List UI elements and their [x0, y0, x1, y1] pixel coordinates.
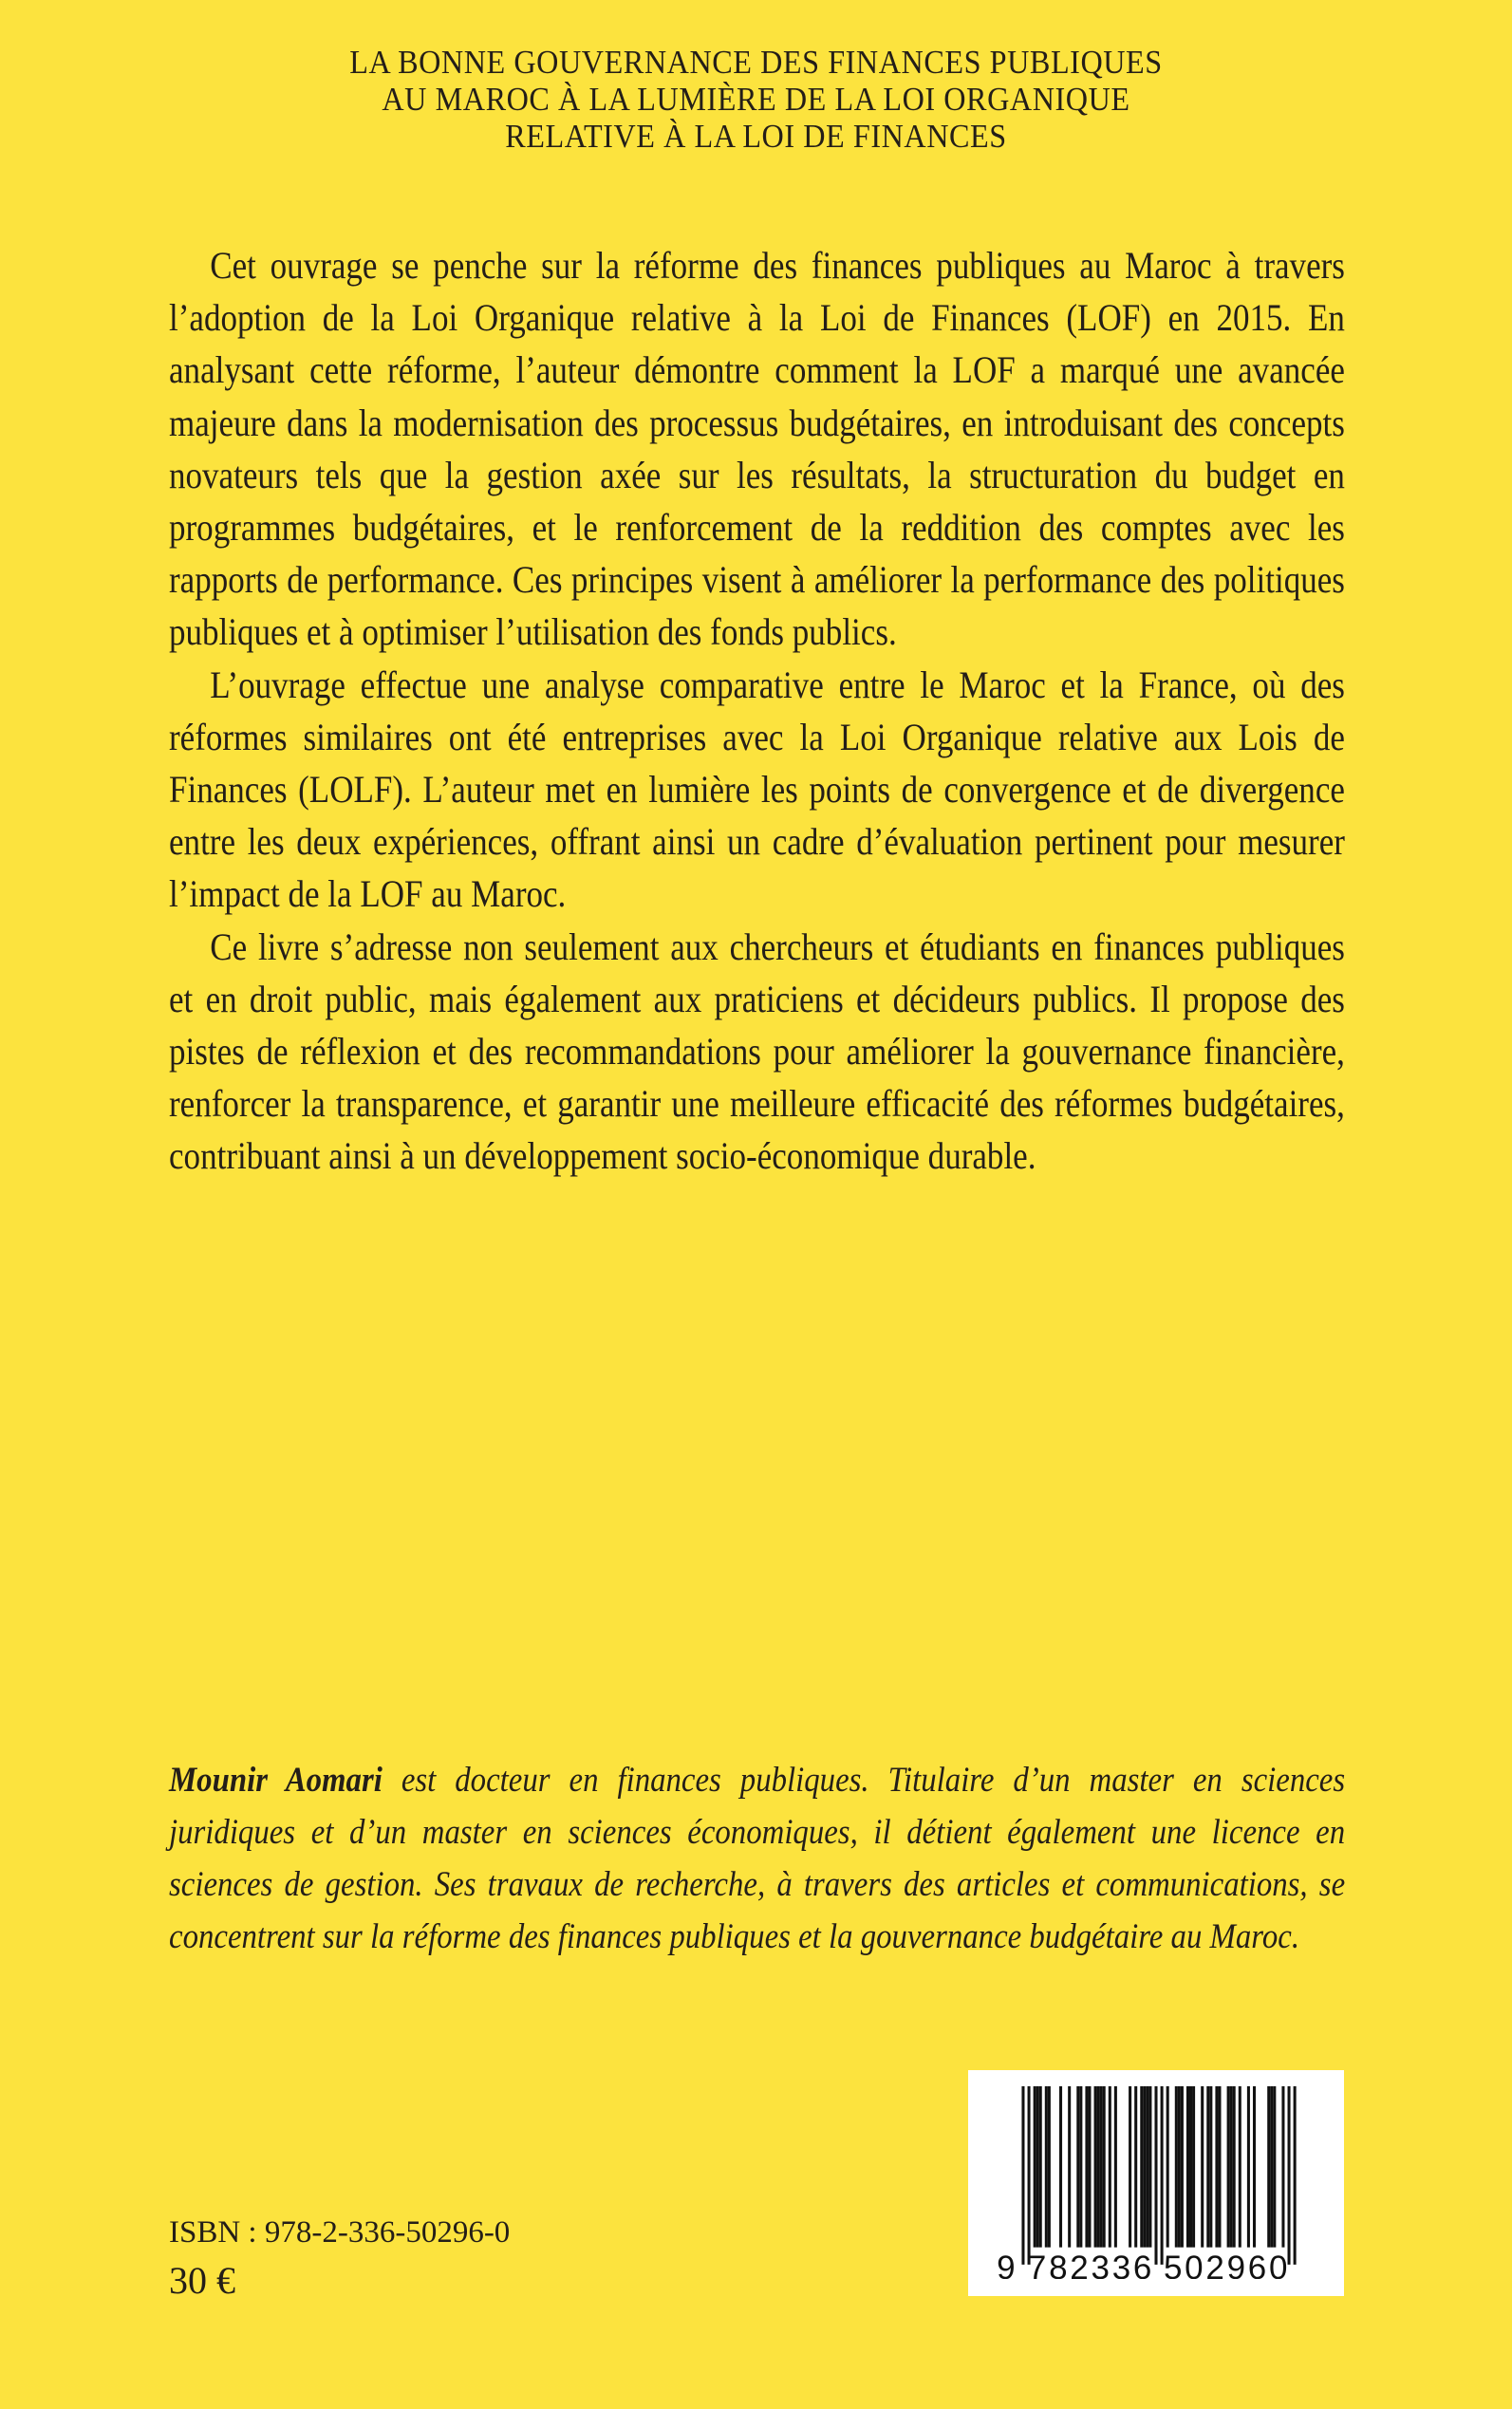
title-line-2: AU MAROC À LA LUMIÈRE DE LA LOI ORGANIQUE: [382, 81, 1130, 118]
title-line-3: RELATIVE À LA LOI DE FINANCES: [505, 118, 1007, 155]
svg-text:9: 9: [997, 2250, 1018, 2279]
book-title: [169, 44, 1343, 155]
title-line-1: LA BONNE GOUVERNANCE DES FINANCES PUBLIQUES: [349, 44, 1163, 81]
svg-text:502960: 502960: [1163, 2250, 1291, 2279]
isbn-text: ISBN : 978-2-336-50296-0: [169, 2215, 511, 2250]
ean13-barcode: [993, 2086, 1319, 2279]
author-name: Mounir Aomari: [169, 1761, 383, 1800]
svg-text:782336: 782336: [1027, 2250, 1155, 2279]
blurb-paragraph-1: Cet ouvrage se penche sur la réforme des finances publiques au Maroc à travers l’adoption de la Loi Organique relative à la Loi de Finances (LOF) en 2015. En analysant cette réforme, l’auteur démontre comment la LOF a marqué une avancée majeure dans la modernisation des processus budgétaires, en introduisant des concepts novateurs tels que la gestion axée sur les résultats, la structuration du budget en programmes budgétaires, et le renforcement de la reddition des comptes avec les rapports de performance. Ces principes visent à améliorer la performance des politiques publiques et à optimiser l’utilisation des fonds publics.: [169, 244, 1345, 654]
barcode-panel: [968, 2070, 1344, 2296]
blurb-paragraph-2: L’ouvrage effectue une analyse comparative entre le Maroc et la France, où des réformes similaires ont été entreprises avec la Loi Organique relative aux Lois de Finances (LOLF). L’auteur met en lumière les points de convergence et de divergence entre les deux expériences, offrant ainsi un cadre d’évaluation pertinent pour mesurer l’impact de la LOF au Maroc.: [169, 663, 1345, 916]
author-bio-body: est docteur en finances publiques. Titulaire d’un master en sciences juridiques et d’un master en sciences économiques, il détient également une licence en sciences de gestion. Ses travaux de recherche, à travers des articles et communications, se concentrent sur la réforme des finances publiques et la gouvernance budgétaire au Maroc.: [169, 1761, 1346, 1956]
price-text: 30 €: [169, 2259, 235, 2302]
blurb-text: [169, 239, 1345, 1183]
author-bio-paragraph: [169, 1754, 1345, 1963]
author-bio: [169, 1754, 1345, 1963]
isbn-price-block: [169, 2210, 510, 2306]
blurb-paragraph-3: Ce livre s’adresse non seulement aux chercheurs et étudiants en finances publiques et en droit public, mais également aux praticiens et décideurs publics. Il propose des pistes de réflexion et des recommandations pour améliorer la gouvernance financière, renforcer la transparence, et garantir une meilleure efficacité des réformes budgétaires, contribuant ainsi à un développement socio-économique durable.: [169, 924, 1345, 1178]
